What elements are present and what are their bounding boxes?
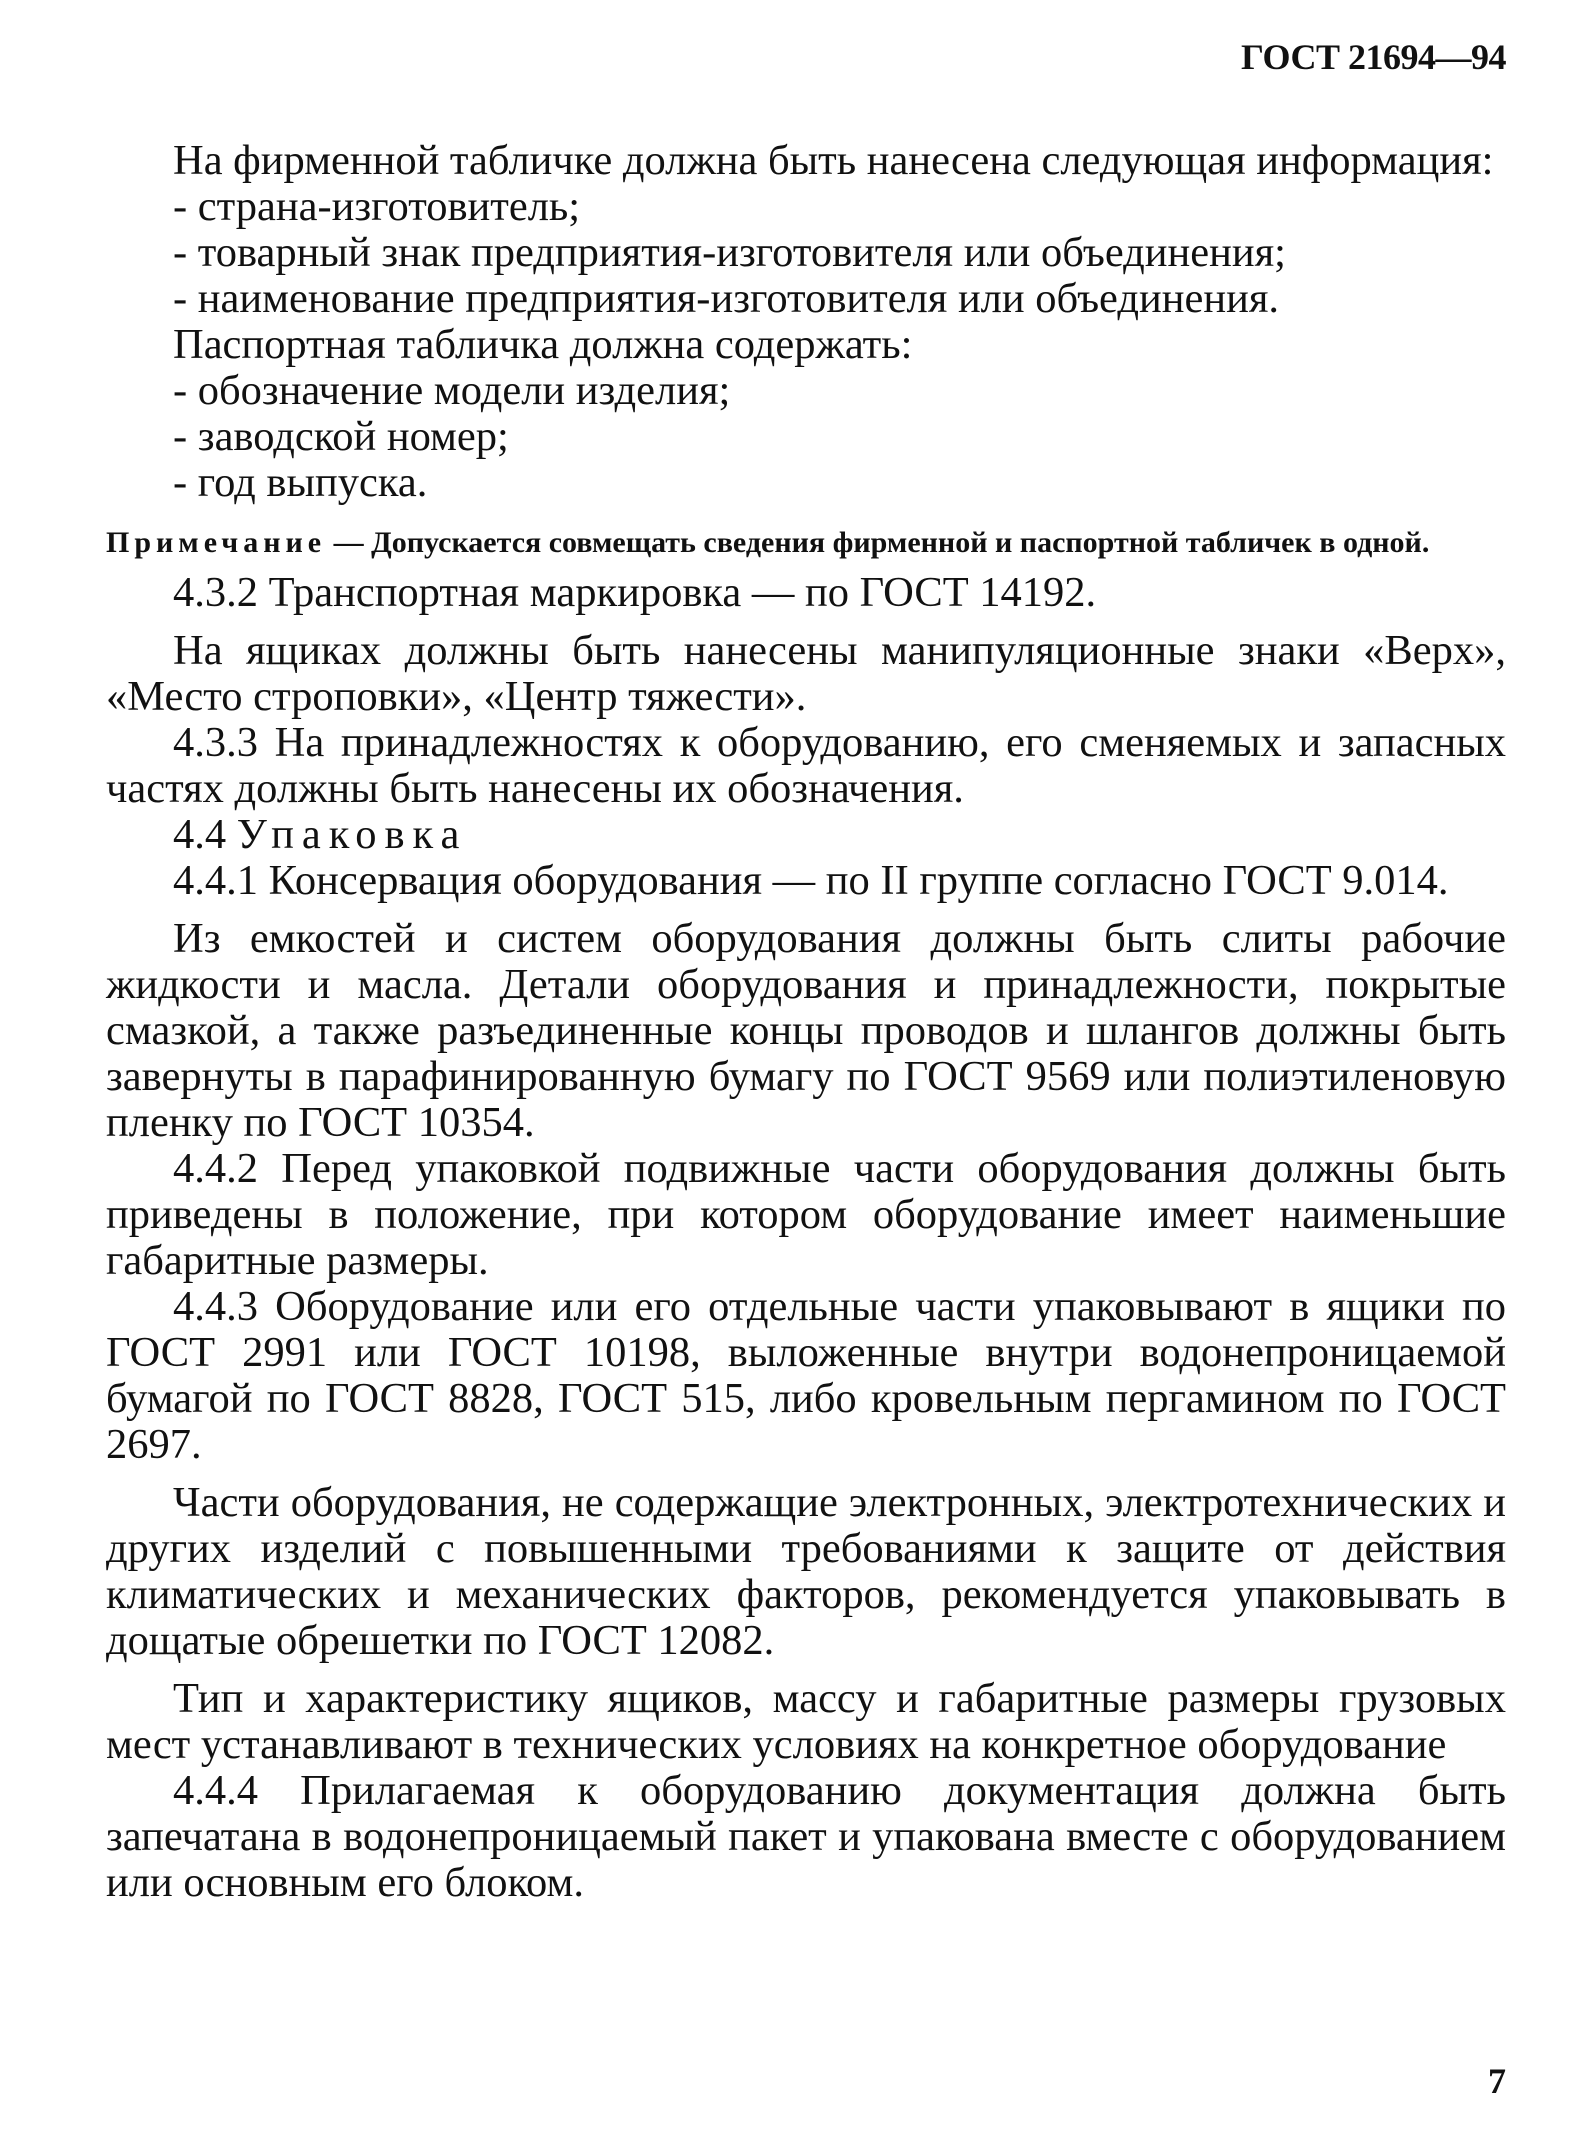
section-4-4-1-paragraph: Из емкостей и систем оборудования должны быть слиты рабочие жидкости и масла. Детали оборудования и принадлежности, покрытые смазкой, а также разъединенные концы проводов и шлангов должны быть завернуты в парафинированную бумагу по ГОСТ 9569 или полиэтиленовую пленку по ГОСТ 10354. [106, 915, 1506, 1146]
note-text: — Допускается совмещать сведения фирменной и паспортной табличек в одной. [326, 526, 1430, 559]
section-4-4-2: 4.4.2 Перед упаковкой подвижные части оборудования должны быть приведены в положение, при котором оборудование имеет наименьшие габаритные размеры. [106, 1145, 1506, 1284]
section-4-3-2-paragraph: На ящиках должны быть нанесены манипуляционные знаки «Верх», «Место строповки», «Центр тяжести». [106, 627, 1506, 720]
section-title: Упаковка [236, 811, 468, 858]
list-item: - товарный знак предприятия-изготовителя или объединения; [173, 229, 1286, 276]
page-body [106, 138, 1506, 1906]
section-number: 4.4 [173, 811, 237, 858]
document-code-header: ГОСТ 21694—94 [1241, 37, 1506, 77]
list-item: - обозначение модели изделия; [173, 367, 731, 414]
list-item: - год выпуска. [173, 459, 428, 506]
list-item: - наименование предприятия-изготовителя или объединения. [173, 275, 1279, 322]
section-4-4-4: 4.4.4 Прилагаемая к оборудованию документация должна быть запечатана в водонепроницаемый пакет и упакована вместе с оборудованием или основным его блоком. [106, 1767, 1506, 1906]
list-item: - заводской номер; [173, 413, 509, 460]
section-4-4-3: 4.4.3 Оборудование или его отдельные части упаковывают в ящики по ГОСТ 2991 или ГОСТ 10198, выложенные внутри водонепроницаемой бумагой по ГОСТ 8828, ГОСТ 515, либо кровельным пергамином по ГОСТ 2697. [106, 1283, 1506, 1468]
document-page [106, 36, 1506, 2116]
section-4-4-3-paragraph-1: Части оборудования, не содержащие электронных, электротехнических и других изделий с повышенными требованиями к защите от действия климатических и механических факторов, рекомендуется упаковывать в дощатые обрешетки по ГОСТ 12082. [106, 1479, 1506, 1664]
page-number: 7 [1488, 2061, 1506, 2101]
passport-plate-paragraph: Паспортная табличка должна содержать: [173, 321, 913, 368]
list-item: - страна-изготовитель; [173, 183, 581, 230]
section-4-4-3-paragraph-2: Тип и характеристику ящиков, массу и габаритные размеры грузовых мест устанавливают в технических условиях на конкретное оборудование [106, 1675, 1506, 1768]
section-4-3-2: 4.3.2 Транспортная маркировка — по ГОСТ 14192. [173, 569, 1097, 616]
note-label: Примечание [106, 526, 327, 559]
section-4-4-heading [106, 812, 1506, 858]
note-paragraph [106, 526, 1506, 560]
section-4-4-1: 4.4.1 Консервация оборудования — по II группе согласно ГОСТ 9.014. [173, 857, 1449, 904]
section-4-3-3: 4.3.3 На принадлежностях к оборудованию, его сменяемых и запасных частях должны быть нанесены их обозначения. [106, 719, 1506, 812]
nameplate-intro-paragraph: На фирменной табличке должна быть нанесена следующая информация: [173, 137, 1494, 184]
